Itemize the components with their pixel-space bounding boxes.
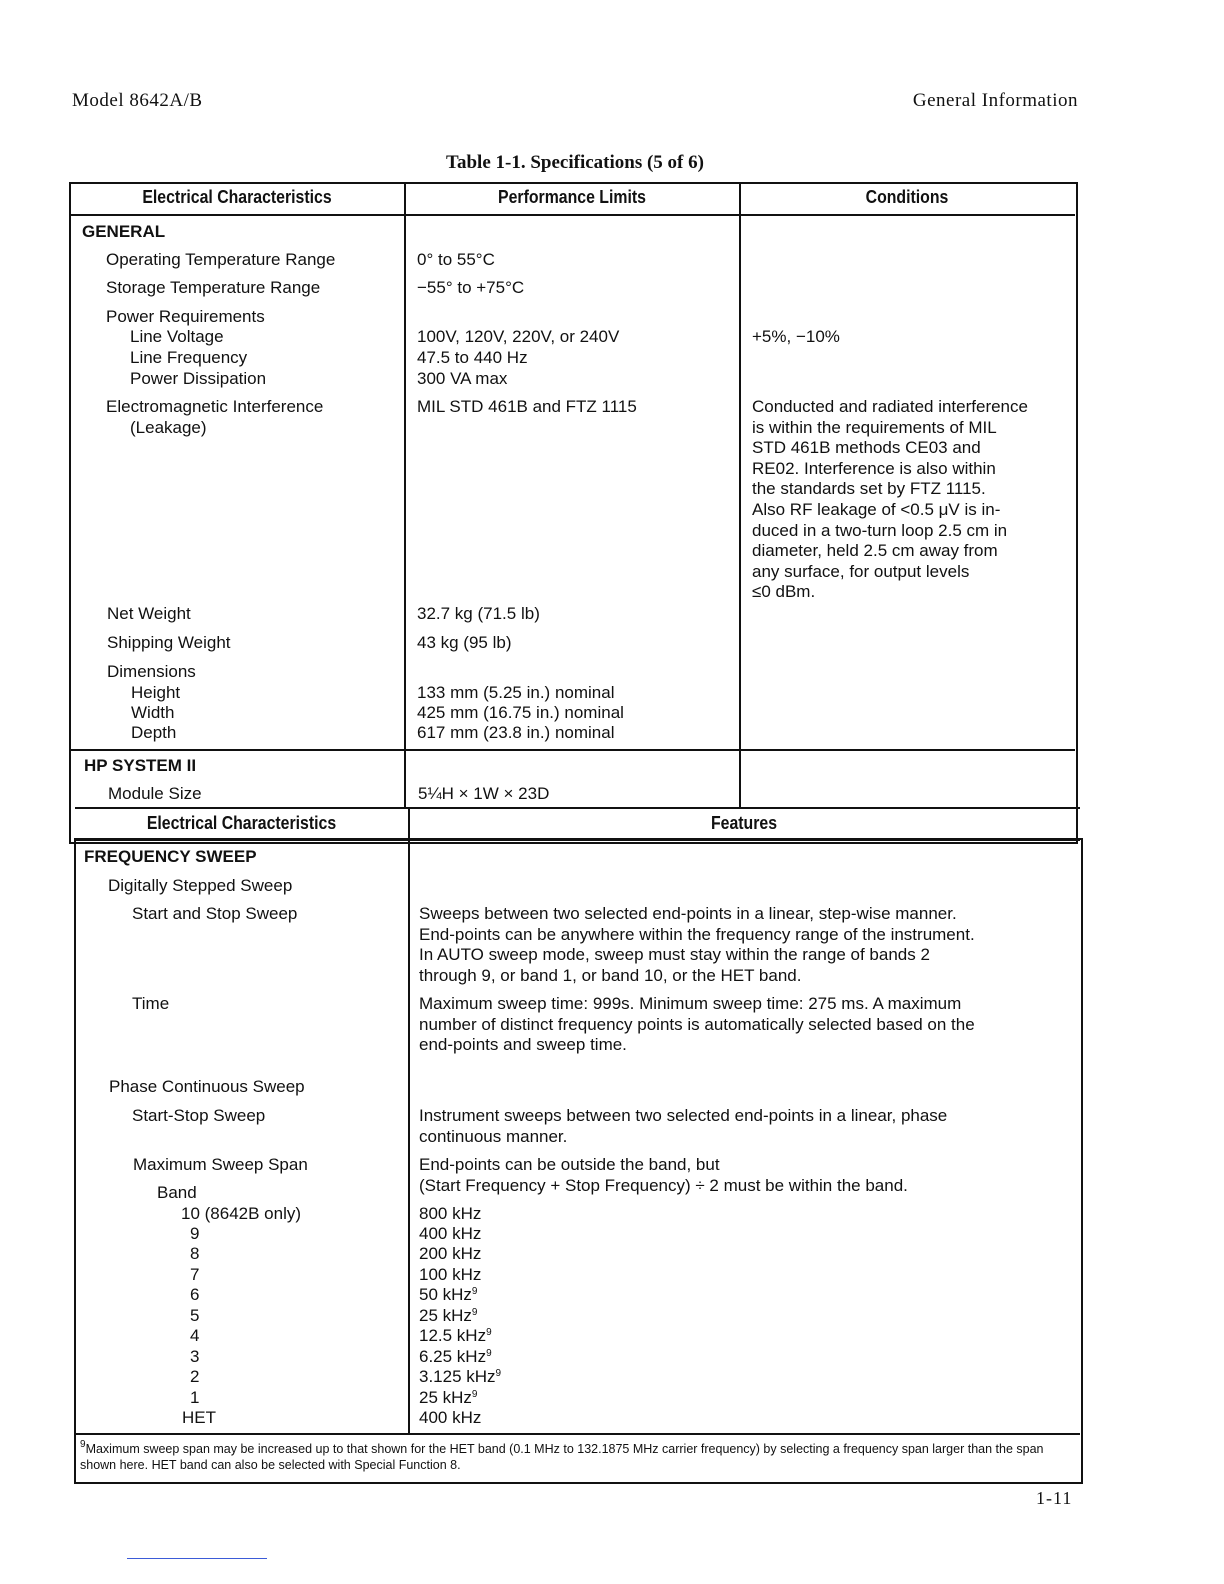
power-dissipation-value: 300 VA max: [417, 369, 508, 388]
phase-sweep-label: Phase Continuous Sweep: [109, 1077, 305, 1096]
band-span: [419, 1367, 501, 1388]
footnote: [80, 1441, 1072, 1473]
band-10: 10 (8642B only): [181, 1204, 302, 1223]
band-span-value: 12.5 kHz: [419, 1326, 487, 1345]
module-size-label: Module Size: [108, 784, 202, 803]
max-span-label: Maximum Sweep Span: [133, 1155, 308, 1174]
footnote-ref: 9: [471, 1286, 478, 1297]
band-1: 1: [190, 1388, 200, 1407]
height-label: Height: [131, 683, 181, 702]
emi-condition: Conducted and radiated interference is within the requirements of MIL STD 461B methods CE03 and RE02. Interference is also within the standards set by FTZ 1115. Also RF leakage of <0.5 μV is in- duced in a two-turn loop 2.5 cm in diameter, held 2.5 cm away from any surface, for output levels ≤0 dBm.: [752, 397, 1028, 602]
band-span: [419, 1285, 477, 1306]
start-stop-sweep-text: Sweeps between two selected end-points in a linear, step-wise manner. End-points can be anywhere within the frequency range of the instrument. In AUTO sweep mode, sweep must stay within the range of bands 2 through 9, or band 1, or band 10, or the HET band.: [419, 904, 975, 985]
line-voltage-value: 100V, 120V, 220V, or 240V: [417, 327, 620, 346]
op-temp-label: Operating Temperature Range: [106, 250, 336, 269]
op-temp-value: 0° to 55°C: [417, 250, 495, 269]
time-label: Time: [132, 994, 170, 1013]
band-8: 8: [190, 1244, 200, 1263]
band-span-value: 25 kHz: [419, 1306, 472, 1325]
module-size-value: 5¼H × 1W × 23D: [418, 784, 550, 803]
emi-sublabel: (Leakage): [130, 418, 207, 437]
band-span-value: 6.25 kHz: [419, 1347, 487, 1366]
net-weight-label: Net Weight: [107, 604, 191, 623]
col-divider-1: [404, 183, 406, 809]
band-9: 9: [190, 1224, 200, 1243]
digital-sweep-label: Digitally Stepped Sweep: [108, 876, 293, 895]
ship-weight-label: Shipping Weight: [107, 633, 231, 652]
stor-temp-label: Storage Temperature Range: [106, 278, 321, 297]
band-span: [419, 1347, 492, 1368]
power-dissipation-label: Power Dissipation: [130, 369, 267, 388]
band-6: 6: [190, 1285, 200, 1304]
col-header-characteristics-2: Electrical Characteristics: [146, 813, 337, 833]
ship-weight-value: 43 kg (95 lb): [417, 633, 512, 652]
footnote-divider: [75, 1433, 1080, 1435]
band-span: [419, 1388, 477, 1409]
footnote-mark: 9: [80, 1439, 86, 1450]
band-label: Band: [157, 1183, 197, 1202]
lower-header-divider: [75, 807, 1080, 809]
band-3: 3: [190, 1347, 200, 1366]
section-general: GENERAL: [82, 222, 166, 241]
header-divider: [70, 214, 1075, 216]
width-value: 425 mm (16.75 in.) nominal: [417, 703, 624, 722]
band-span-value: 50 kHz: [419, 1285, 472, 1304]
emi-label: Electromagnetic Interference: [106, 397, 324, 416]
time-text: Maximum sweep time: 999s. Minimum sweep time: 275 ms. A maximum number of distinct frequency points is automatically selected based on the end-points and sweep time.: [419, 994, 975, 1055]
footnote-ref: 9: [486, 1327, 492, 1338]
band-span: 400 kHz: [419, 1224, 482, 1243]
footnote-ref: 9: [471, 1389, 478, 1400]
stor-temp-value: −55° to +75°C: [417, 278, 525, 297]
band-span-value: 25 kHz: [419, 1388, 472, 1407]
net-weight-value: 32.7 kg (71.5 lb): [417, 604, 540, 623]
band-span-value: 3.125 kHz: [419, 1367, 496, 1386]
emi-value: MIL STD 461B and FTZ 1115: [417, 397, 637, 416]
band-span: 200 kHz: [419, 1244, 482, 1263]
band-7: 7: [190, 1265, 200, 1284]
col-header-performance: Performance Limits: [498, 187, 646, 207]
band-het: HET: [182, 1408, 216, 1427]
footnote-ref: 9: [495, 1368, 502, 1379]
section-frequency-sweep: FREQUENCY SWEEP: [84, 847, 257, 866]
max-span-text: End-points can be outside the band, but (Start Frequency + Stop Frequency) ÷ 2 must be within the band.: [419, 1155, 908, 1195]
phase-start-stop-text: Instrument sweeps between two selected end-points in a linear, phase continuous manner.: [419, 1106, 948, 1146]
page-number: 1-11: [1036, 1488, 1073, 1508]
phase-start-stop-label: Start-Stop Sweep: [132, 1106, 266, 1125]
depth-label: Depth: [131, 723, 177, 742]
height-value: 133 mm (5.25 in.) nominal: [417, 683, 615, 702]
line-frequency-label: Line Frequency: [130, 348, 248, 367]
col-divider-lower: [408, 808, 410, 1434]
col-divider-2: [739, 183, 741, 809]
depth-value: 617 mm (23.8 in.) nominal: [417, 723, 615, 742]
col-header-features: Features: [710, 813, 778, 833]
section-divider: [70, 749, 1075, 751]
footnote-ref: 9: [471, 1307, 478, 1318]
dimensions-label: Dimensions: [107, 662, 196, 681]
divider-line: [127, 1558, 267, 1559]
width-label: Width: [131, 703, 175, 722]
header-model: Model 8642A/B: [72, 90, 203, 111]
col-header-characteristics: Electrical Characteristics: [142, 187, 332, 207]
section-hp-system: HP SYSTEM II: [84, 756, 197, 775]
line-voltage-condition: +5%, −10%: [752, 327, 840, 346]
start-stop-sweep-label: Start and Stop Sweep: [132, 904, 298, 923]
band-span: [419, 1326, 492, 1347]
footnote-ref: 9: [486, 1348, 492, 1359]
col-header-conditions: Conditions: [865, 187, 949, 207]
band-span: 400 kHz: [419, 1408, 482, 1427]
band-4: 4: [190, 1326, 200, 1345]
band-2: 2: [190, 1367, 200, 1386]
header-section: General Information: [912, 90, 1078, 111]
band-span: 100 kHz: [419, 1265, 482, 1284]
lower-header-bottom: [75, 839, 1080, 841]
band-span: 800 kHz: [419, 1204, 482, 1223]
power-label: Power Requirements: [106, 307, 265, 326]
table-title: Table 1-1. Specifications (5 of 6): [446, 152, 704, 173]
line-voltage-label: Line Voltage: [130, 327, 224, 346]
band-span: [419, 1306, 477, 1327]
footnote-text: Maximum sweep span may be increased up to that shown for the HET band (0.1 MHz to 132.1875 MHz carrier frequency) by selecting a frequency span larger than the span shown here. HET band can also be selected with Special Function 8.: [80, 1442, 1044, 1472]
band-5: 5: [190, 1306, 200, 1325]
line-frequency-value: 47.5 to 440 Hz: [417, 348, 528, 367]
